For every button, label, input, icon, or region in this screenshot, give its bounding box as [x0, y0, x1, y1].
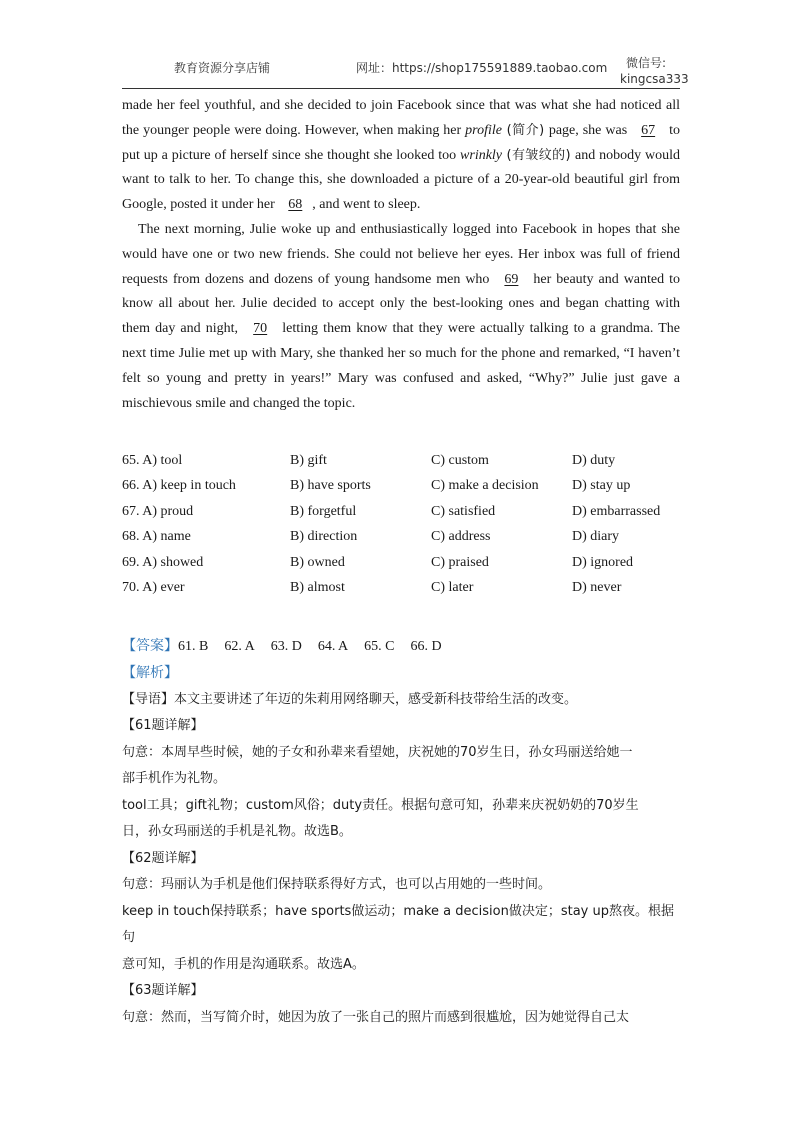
option-c: C) custom	[431, 453, 489, 469]
header-divider	[122, 88, 680, 89]
passage-text: letting them know that they were actually talking to a grandma. The next time Julie met up with Mary, she thanked her so much for the phone and remarked, “I haven’t felt so young and pretty in years!” Mary was confused and asked, “Why?” Julie just gave a mischievous smile and changed the topic.	[122, 321, 681, 411]
option-row-66	[122, 474, 680, 499]
q61-title: 【61题详解】	[122, 718, 204, 734]
blank-67: 67	[641, 122, 656, 138]
option-b: B) owned	[290, 554, 345, 570]
blank-70: 70	[253, 321, 268, 337]
answer-item: 61. B	[178, 638, 209, 654]
passage-text: and nobody would want to talk to her. To change this, she downloaded a picture of a 20-year-old beautiful girl from Google, posted it under her	[122, 147, 680, 213]
passage-text: The next morning, Julie woke up and enthusiastically logged into Facebook in hopes that she would have one or two new friends. She could not believe her eyes. Her inbox was full of friend requests from dozens and dozens of young handsome men who	[122, 221, 680, 287]
analysis-section	[122, 633, 680, 1032]
blank-68: 68	[288, 197, 303, 213]
passage-text: , and went to sleep.	[312, 197, 421, 213]
option-row-69	[122, 550, 680, 575]
answer-line	[122, 633, 680, 661]
shop-name: 教育资源分享店铺	[174, 61, 271, 75]
option-d: D) ignored	[572, 554, 634, 570]
vocab-word: profile	[465, 122, 502, 138]
option-a: 66. A) keep in touch	[122, 478, 236, 494]
passage-text: page, she was	[548, 122, 632, 138]
answer-tag: 【答案】	[122, 637, 178, 654]
option-a: 68. A) name	[122, 529, 191, 545]
wechat-label: 微信号:	[626, 56, 667, 70]
option-b: B) almost	[290, 580, 345, 595]
option-c: C) satisfied	[431, 503, 496, 519]
option-row-68	[122, 525, 680, 550]
answer-item: 63. D	[270, 638, 302, 654]
option-b: B) direction	[290, 529, 358, 545]
vocab-word: wrinkly	[460, 147, 503, 163]
answer-item: 64. A	[317, 638, 349, 654]
option-d: D) duty	[572, 453, 616, 469]
option-b: B) gift	[290, 453, 327, 469]
q62-detail: keep in touch保持联系；have sports做运动；make a decision做决定；stay up熬夜。根据句	[122, 903, 674, 946]
option-b: B) forgetful	[290, 503, 357, 519]
option-c: C) later	[431, 580, 474, 595]
option-d: D) stay up	[572, 478, 631, 494]
passage-text: to put up a picture of herself since she thought she looked too	[122, 122, 680, 163]
site-url: 网址：https://shop175591889.taobao.com	[356, 61, 608, 75]
q62-detail-cont: 意可知，手机的作用是沟通联系。故选A。	[122, 956, 365, 972]
option-d: D) diary	[572, 529, 620, 545]
q61-detail: tool工具；gift礼物；custom风俗；duty责任。根据句意可知，孙辈来庆祝奶奶的70岁生	[122, 797, 639, 813]
option-d: D) never	[572, 580, 622, 595]
explain-tag: 【解析】	[122, 665, 178, 682]
blank-69: 69	[504, 271, 519, 287]
page-content	[122, 94, 680, 1031]
q61-detail-cont: 日，孙女玛丽送的手机是礼物。故选B。	[122, 824, 352, 840]
passage-text: made her feel youthful, and she decided to join Facebook since that was what she had noticed all the younger people were doing. However, when making her	[122, 98, 680, 138]
option-row-67	[122, 499, 680, 524]
q61-meaning-cont: 部手机作为礼物。	[122, 771, 227, 787]
q62-meaning: 句意：玛丽认为手机是他们保持联系得好方式，也可以占用她的一些时间。	[122, 877, 552, 893]
answer-item: 66. D	[410, 638, 442, 654]
passage-paragraph-1	[122, 94, 680, 218]
option-c: C) address	[431, 529, 491, 545]
q63-title: 【63题详解】	[122, 983, 204, 999]
option-row-65	[122, 448, 680, 473]
option-d: D) embarrassed	[572, 503, 661, 519]
option-c: C) praised	[431, 554, 489, 570]
option-b: B) have sports	[290, 478, 371, 494]
page-header	[122, 55, 689, 89]
wechat-id: kingcsa333	[620, 72, 689, 86]
option-row-70	[122, 575, 680, 600]
option-c: C) make a decision	[431, 478, 539, 494]
q62-title: 【62题详解】	[122, 850, 204, 866]
answer-item: 65. C	[364, 638, 395, 654]
option-a: 65. A) tool	[122, 453, 183, 469]
vocab-gloss: (有皱纹的)	[502, 147, 576, 163]
option-a: 69. A) showed	[122, 554, 204, 570]
wechat-info	[620, 55, 689, 87]
answer-list	[178, 639, 458, 654]
passage-paragraph-2	[122, 218, 680, 416]
answer-item: 62. A	[224, 638, 255, 654]
option-a: 70. A) ever	[122, 580, 185, 595]
q63-meaning: 句意：然而，当写简介时，她因为放了一张自己的照片而感到很尴尬，因为她觉得自己太	[122, 1009, 630, 1025]
intro-line: 【导语】本文主要讲述了年迈的朱莉用网络聊天，感受新科技带给生活的改变。	[122, 691, 578, 707]
q61-meaning: 句意：本周早些时候，她的子女和孙辈来看望她，庆祝她的70岁生日，孙女玛丽送给她一	[122, 744, 633, 760]
option-a: 67. A) proud	[122, 503, 194, 519]
vocab-gloss: (简介)	[501, 122, 549, 138]
passage-text: her beauty and wanted to know all about her. Julie decided to accept only the best-looking ones and began chatting with them day and night,	[122, 271, 680, 337]
options-table	[122, 448, 680, 600]
